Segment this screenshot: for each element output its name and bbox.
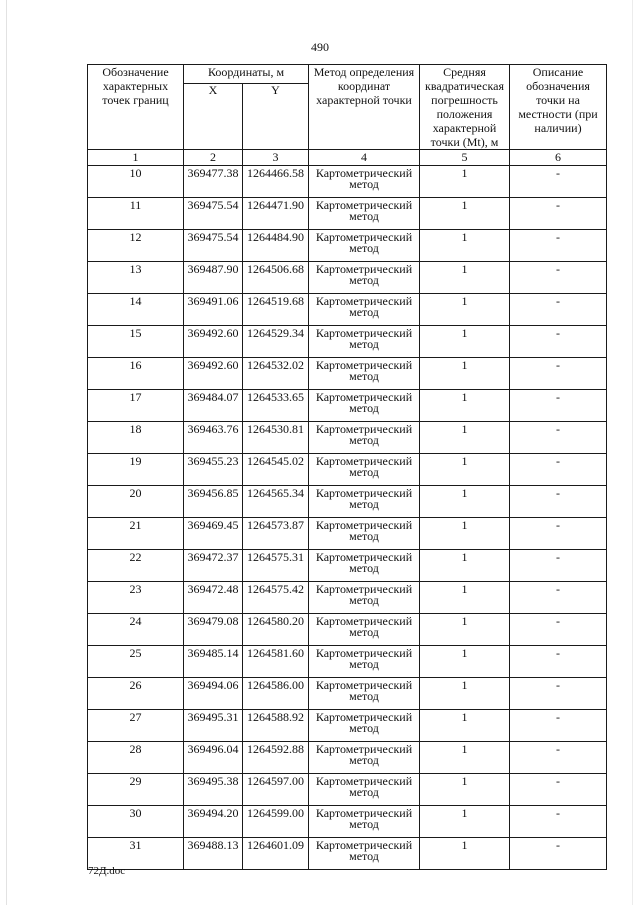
method-cell: Картометрический метод (309, 710, 420, 742)
error-cell: 1 (420, 550, 510, 582)
y-coordinate-cell: 1264545.02 (243, 454, 309, 486)
description-cell: - (510, 166, 607, 198)
method-cell: Картометрический метод (309, 806, 420, 838)
table-row (88, 422, 607, 454)
column-number: 5 (420, 150, 510, 166)
y-coordinate-cell: 1264466.58 (243, 166, 309, 198)
description-cell: - (510, 326, 607, 358)
point-id-cell: 29 (88, 774, 184, 806)
x-coordinate-cell: 369494.20 (184, 806, 243, 838)
point-id-cell: 19 (88, 454, 184, 486)
point-id-cell: 26 (88, 678, 184, 710)
table-body (88, 166, 607, 870)
error-cell: 1 (420, 166, 510, 198)
table-row (88, 166, 607, 198)
error-cell: 1 (420, 518, 510, 550)
table-row (88, 710, 607, 742)
table-row (88, 262, 607, 294)
error-cell: 1 (420, 806, 510, 838)
x-coordinate-cell: 369455.23 (184, 454, 243, 486)
description-cell: - (510, 838, 607, 870)
error-cell: 1 (420, 486, 510, 518)
x-coordinate-cell: 369484.07 (184, 390, 243, 422)
description-cell: - (510, 262, 607, 294)
description-cell: - (510, 742, 607, 774)
method-cell: Картометрический метод (309, 422, 420, 454)
table-row (88, 614, 607, 646)
x-coordinate-cell: 369485.14 (184, 646, 243, 678)
error-cell: 1 (420, 646, 510, 678)
x-coordinate-cell: 369463.76 (184, 422, 243, 454)
error-cell: 1 (420, 294, 510, 326)
y-coordinate-cell: 1264484.90 (243, 230, 309, 262)
method-cell: Картометрический метод (309, 646, 420, 678)
point-id-cell: 31 (88, 838, 184, 870)
y-coordinate-cell: 1264471.90 (243, 198, 309, 230)
method-cell: Картометрический метод (309, 838, 420, 870)
y-coordinate-cell: 1264573.87 (243, 518, 309, 550)
y-coordinate-cell: 1264575.31 (243, 550, 309, 582)
point-id-cell: 28 (88, 742, 184, 774)
footer-filename: 72Д.doc (88, 865, 126, 877)
description-cell: - (510, 550, 607, 582)
description-cell: - (510, 518, 607, 550)
point-id-cell: 16 (88, 358, 184, 390)
scan-edge-left (6, 0, 7, 905)
method-cell: Картометрический метод (309, 518, 420, 550)
error-cell: 1 (420, 582, 510, 614)
table-row (88, 646, 607, 678)
x-coordinate-cell: 369496.04 (184, 742, 243, 774)
description-cell: - (510, 710, 607, 742)
method-cell: Картометрический метод (309, 582, 420, 614)
y-coordinate-cell: 1264532.02 (243, 358, 309, 390)
y-coordinate-cell: 1264599.00 (243, 806, 309, 838)
description-cell: - (510, 294, 607, 326)
error-cell: 1 (420, 198, 510, 230)
column-number: 1 (88, 150, 184, 166)
table-row (88, 518, 607, 550)
x-coordinate-cell: 369488.13 (184, 838, 243, 870)
table-row (88, 454, 607, 486)
description-cell: - (510, 198, 607, 230)
x-coordinate-cell: 369495.31 (184, 710, 243, 742)
description-cell: - (510, 678, 607, 710)
point-id-cell: 23 (88, 582, 184, 614)
error-cell: 1 (420, 262, 510, 294)
x-coordinate-cell: 369494.06 (184, 678, 243, 710)
column-number: 4 (309, 150, 420, 166)
table-row (88, 550, 607, 582)
point-id-cell: 30 (88, 806, 184, 838)
x-coordinate-cell: 369479.08 (184, 614, 243, 646)
x-coordinate-cell: 369475.54 (184, 198, 243, 230)
error-cell: 1 (420, 326, 510, 358)
method-cell: Картометрический метод (309, 390, 420, 422)
x-coordinate-cell: 369487.90 (184, 262, 243, 294)
error-cell: 1 (420, 422, 510, 454)
scan-edge-right (632, 0, 633, 905)
method-cell: Картометрический метод (309, 614, 420, 646)
description-cell: - (510, 390, 607, 422)
y-coordinate-cell: 1264601.09 (243, 838, 309, 870)
point-id-cell: 21 (88, 518, 184, 550)
coordinates-table (87, 64, 607, 870)
point-id-cell: 15 (88, 326, 184, 358)
description-cell: - (510, 582, 607, 614)
y-coordinate-cell: 1264533.65 (243, 390, 309, 422)
y-coordinate-cell: 1264580.20 (243, 614, 309, 646)
method-cell: Картометрический метод (309, 678, 420, 710)
error-cell: 1 (420, 390, 510, 422)
point-id-cell: 13 (88, 262, 184, 294)
point-id-cell: 27 (88, 710, 184, 742)
x-coordinate-cell: 369456.85 (184, 486, 243, 518)
x-coordinate-cell: 369492.60 (184, 326, 243, 358)
description-cell: - (510, 646, 607, 678)
method-cell: Картометрический метод (309, 166, 420, 198)
point-id-cell: 20 (88, 486, 184, 518)
error-cell: 1 (420, 614, 510, 646)
header-method: Метод определения координат характерной точки (309, 65, 420, 150)
column-number: 2 (184, 150, 243, 166)
y-coordinate-cell: 1264506.68 (243, 262, 309, 294)
y-coordinate-cell: 1264581.60 (243, 646, 309, 678)
table-row (88, 358, 607, 390)
header-error: Средняя квадратическая погрешность положения характерной точки (Mt), м (420, 65, 510, 150)
x-coordinate-cell: 369491.06 (184, 294, 243, 326)
table-row (88, 742, 607, 774)
error-cell: 1 (420, 742, 510, 774)
y-coordinate-cell: 1264565.34 (243, 486, 309, 518)
point-id-cell: 25 (88, 646, 184, 678)
table-row (88, 390, 607, 422)
y-coordinate-cell: 1264575.42 (243, 582, 309, 614)
error-cell: 1 (420, 230, 510, 262)
description-cell: - (510, 774, 607, 806)
description-cell: - (510, 806, 607, 838)
error-cell: 1 (420, 710, 510, 742)
x-coordinate-cell: 369472.37 (184, 550, 243, 582)
x-coordinate-cell: 369495.38 (184, 774, 243, 806)
x-coordinate-cell: 369472.48 (184, 582, 243, 614)
header-description: Описание обозначения точки на местности (при наличии) (510, 65, 607, 150)
method-cell: Картометрический метод (309, 774, 420, 806)
description-cell: - (510, 454, 607, 486)
point-id-cell: 18 (88, 422, 184, 454)
table-row (88, 294, 607, 326)
x-coordinate-cell: 369469.45 (184, 518, 243, 550)
point-id-cell: 11 (88, 198, 184, 230)
table-row (88, 486, 607, 518)
header-designation: Обозначение характерных точек границ (88, 65, 184, 150)
page-number: 490 (311, 40, 329, 54)
method-cell: Картометрический метод (309, 742, 420, 774)
error-cell: 1 (420, 358, 510, 390)
header-x: X (184, 84, 243, 150)
column-numbers-row (88, 150, 607, 166)
table-row (88, 806, 607, 838)
point-id-cell: 22 (88, 550, 184, 582)
method-cell: Картометрический метод (309, 230, 420, 262)
table-row (88, 774, 607, 806)
description-cell: - (510, 422, 607, 454)
error-cell: 1 (420, 678, 510, 710)
table-row (88, 582, 607, 614)
method-cell: Картометрический метод (309, 550, 420, 582)
error-cell: 1 (420, 838, 510, 870)
x-coordinate-cell: 369492.60 (184, 358, 243, 390)
description-cell: - (510, 358, 607, 390)
point-id-cell: 12 (88, 230, 184, 262)
point-id-cell: 10 (88, 166, 184, 198)
x-coordinate-cell: 369475.54 (184, 230, 243, 262)
point-id-cell: 17 (88, 390, 184, 422)
y-coordinate-cell: 1264586.00 (243, 678, 309, 710)
method-cell: Картометрический метод (309, 454, 420, 486)
y-coordinate-cell: 1264519.68 (243, 294, 309, 326)
y-coordinate-cell: 1264530.81 (243, 422, 309, 454)
column-number: 3 (243, 150, 309, 166)
error-cell: 1 (420, 774, 510, 806)
description-cell: - (510, 614, 607, 646)
y-coordinate-cell: 1264588.92 (243, 710, 309, 742)
table-row (88, 678, 607, 710)
y-coordinate-cell: 1264529.34 (243, 326, 309, 358)
error-cell: 1 (420, 454, 510, 486)
column-number: 6 (510, 150, 607, 166)
table-row (88, 326, 607, 358)
point-id-cell: 24 (88, 614, 184, 646)
table-row (88, 838, 607, 870)
x-coordinate-cell: 369477.38 (184, 166, 243, 198)
method-cell: Картометрический метод (309, 358, 420, 390)
method-cell: Картометрический метод (309, 294, 420, 326)
table-row (88, 198, 607, 230)
header-coordinates: Координаты, м (184, 65, 309, 84)
method-cell: Картометрический метод (309, 326, 420, 358)
y-coordinate-cell: 1264592.88 (243, 742, 309, 774)
header-y: Y (243, 84, 309, 150)
point-id-cell: 14 (88, 294, 184, 326)
description-cell: - (510, 230, 607, 262)
method-cell: Картометрический метод (309, 262, 420, 294)
description-cell: - (510, 486, 607, 518)
table-row (88, 230, 607, 262)
y-coordinate-cell: 1264597.00 (243, 774, 309, 806)
method-cell: Картометрический метод (309, 198, 420, 230)
method-cell: Картометрический метод (309, 486, 420, 518)
